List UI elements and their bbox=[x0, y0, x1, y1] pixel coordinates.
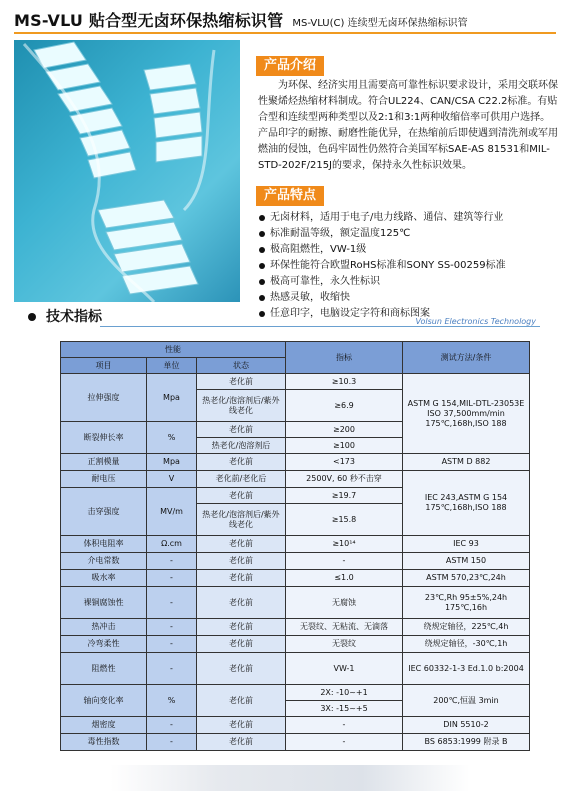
feature-item: 标准耐温等级，额定温度125℃ bbox=[258, 226, 558, 242]
cell-unit: Mpa bbox=[147, 454, 197, 471]
cell-item: 体积电阻率 bbox=[61, 536, 147, 553]
cell-value: ≥15.8 bbox=[286, 504, 403, 536]
cell-state: 老化前 bbox=[197, 553, 286, 570]
cell-value: ≥6.9 bbox=[286, 390, 403, 422]
table-row bbox=[61, 374, 530, 390]
table-row bbox=[61, 587, 530, 619]
cell-test: IEC 60332-1-3 Ed.1.0 b:2004 bbox=[403, 653, 530, 685]
table-header-row bbox=[61, 342, 530, 358]
cell-state: 老化前 bbox=[197, 653, 286, 685]
feature-item: 极高阻燃性，VW-1级 bbox=[258, 242, 558, 258]
cell-item: 烟密度 bbox=[61, 717, 147, 734]
table-row bbox=[61, 570, 530, 587]
spec-title-text: 技术指标 bbox=[46, 309, 102, 325]
cell-item: 轴向变化率 bbox=[61, 685, 147, 717]
spec-table bbox=[60, 341, 530, 751]
feature-item: 极高可靠性，永久性标识 bbox=[258, 274, 558, 290]
cell-value: ≥10.3 bbox=[286, 374, 403, 390]
table-row bbox=[61, 536, 530, 553]
cell-test: 200℃,恒温 3min bbox=[403, 685, 530, 717]
cell-test: ASTM 150 bbox=[403, 553, 530, 570]
cell-item: 正割模量 bbox=[61, 454, 147, 471]
cell-value: <173 bbox=[286, 454, 403, 471]
cell-unit: - bbox=[147, 619, 197, 636]
table-row bbox=[61, 653, 530, 685]
cell-unit: % bbox=[147, 685, 197, 717]
cell-test: 绕规定轴径，-30℃,1h bbox=[403, 636, 530, 653]
feature-item: 环保性能符合欧盟RoHS标准和SONY SS-00259标准 bbox=[258, 258, 558, 274]
cell-value: 2X: -10~+1 bbox=[286, 685, 403, 701]
product-photo bbox=[14, 40, 240, 302]
cell-state: 老化前 bbox=[197, 619, 286, 636]
cell-item: 吸水率 bbox=[61, 570, 147, 587]
cell-item: 冷弯柔性 bbox=[61, 636, 147, 653]
cell-item: 裸铜腐蚀性 bbox=[61, 587, 147, 619]
cell-state: 老化前 bbox=[197, 374, 286, 390]
header-performance: 性能 bbox=[61, 342, 286, 358]
cell-value: ≥100 bbox=[286, 438, 403, 454]
cell-state: 老化前 bbox=[197, 536, 286, 553]
footer-decoration bbox=[110, 765, 470, 791]
cell-test: DIN 5510-2 bbox=[403, 717, 530, 734]
cell-item: 毒性指数 bbox=[61, 734, 147, 751]
header-unit: 单位 bbox=[147, 358, 197, 374]
cell-value: ≥200 bbox=[286, 422, 403, 438]
cell-item: 介电常数 bbox=[61, 553, 147, 570]
spec-section-title bbox=[28, 306, 102, 326]
cell-unit: - bbox=[147, 553, 197, 570]
cell-test: 23℃,Rh 95±5%,24h 175℃,16h bbox=[403, 587, 530, 619]
cell-state: 老化前 bbox=[197, 587, 286, 619]
cell-test: ASTM 570,23℃,24h bbox=[403, 570, 530, 587]
table-row bbox=[61, 636, 530, 653]
cell-unit: - bbox=[147, 717, 197, 734]
cell-unit: Mpa bbox=[147, 374, 197, 422]
table-row bbox=[61, 619, 530, 636]
cell-value: ≤1.0 bbox=[286, 570, 403, 587]
cell-unit: - bbox=[147, 734, 197, 751]
cell-unit: % bbox=[147, 422, 197, 454]
cell-item: 拉伸强度 bbox=[61, 374, 147, 422]
cell-unit: Ω.cm bbox=[147, 536, 197, 553]
header-method: 测试方法/条件 bbox=[403, 342, 530, 374]
cell-state: 热老化/泡溶剂后 bbox=[197, 438, 286, 454]
cell-state: 老化前 bbox=[197, 636, 286, 653]
features-section-title: 产品特点 bbox=[256, 186, 324, 206]
table-row bbox=[61, 471, 530, 488]
cell-state: 老化前 bbox=[197, 717, 286, 734]
marker-sleeve-illustration bbox=[14, 40, 240, 302]
header-index: 指标 bbox=[286, 342, 403, 374]
page-subtitle: MS-VLU(C) 连续型无卤环保热缩标识管 bbox=[292, 18, 468, 29]
cell-value: 无裂纹、无粘流、无滴落 bbox=[286, 619, 403, 636]
feature-item: 热感灵敏，收缩快 bbox=[258, 290, 558, 306]
cell-unit: V bbox=[147, 471, 197, 488]
cell-state: 老化前 bbox=[197, 685, 286, 717]
spec-divider bbox=[100, 326, 540, 327]
cell-value: 2500V, 60 秒不击穿 bbox=[286, 471, 403, 488]
table-row bbox=[61, 717, 530, 734]
company-name: Volsun Electronics Technology bbox=[415, 317, 536, 326]
cell-value: ≥10¹⁴ bbox=[286, 536, 403, 553]
cell-value: VW-1 bbox=[286, 653, 403, 685]
cell-unit: - bbox=[147, 570, 197, 587]
feature-item: 任意印字，电脑设定字符和商标图案 bbox=[258, 306, 558, 322]
cell-item: 耐电压 bbox=[61, 471, 147, 488]
cell-item: 热冲击 bbox=[61, 619, 147, 636]
cell-unit: MV/m bbox=[147, 488, 197, 536]
table-row bbox=[61, 553, 530, 570]
cell-test: ASTM D 882 bbox=[403, 454, 530, 471]
cell-test: IEC 93 bbox=[403, 536, 530, 553]
cell-state: 热老化/泡溶剂后/紫外线老化 bbox=[197, 390, 286, 422]
cell-unit: - bbox=[147, 653, 197, 685]
cell-item: 击穿强度 bbox=[61, 488, 147, 536]
cell-value: - bbox=[286, 717, 403, 734]
cell-state: 老化前 bbox=[197, 734, 286, 751]
cell-test: BS 6853:1999 附录 B bbox=[403, 734, 530, 751]
cell-value: ≥19.7 bbox=[286, 488, 403, 504]
cell-value: 无腐蚀 bbox=[286, 587, 403, 619]
cell-unit: - bbox=[147, 636, 197, 653]
table-row bbox=[61, 685, 530, 701]
cell-test: 绕规定轴径，225℃,4h bbox=[403, 619, 530, 636]
cell-state: 老化前 bbox=[197, 570, 286, 587]
cell-state: 老化前 bbox=[197, 454, 286, 471]
cell-item: 阻燃性 bbox=[61, 653, 147, 685]
header-divider bbox=[14, 32, 556, 34]
intro-text: 为环保、经济实用且需要高可靠性标识要求设计，采用交联环保性聚烯烃热缩材料制成。符合UL224、CAN/CSA C22.2标准。有贴合型和连续型两种类型以及2:1和3:1两种收缩倍率可供用户选择。产品印字的耐擦、耐磨性能优异，在热缩前后即使遇到清洗剂或军用燃油的侵蚀，色码牢固性仍然符合美国军标SAE-AS 81531和MIL-STD-202F/215J的要求，保持永久性标识效果。 bbox=[258, 80, 558, 171]
header-item: 项目 bbox=[61, 358, 147, 374]
cell-value: 3X: -15~+5 bbox=[286, 701, 403, 717]
cell-state: 老化前 bbox=[197, 422, 286, 438]
table-row bbox=[61, 734, 530, 751]
header-state: 状态 bbox=[197, 358, 286, 374]
cell-value: - bbox=[286, 734, 403, 751]
cell-unit: - bbox=[147, 587, 197, 619]
cell-value: 无裂纹 bbox=[286, 636, 403, 653]
cell-state: 老化前/老化后 bbox=[197, 471, 286, 488]
feature-item: 无卤材料，适用于电子/电力线路、通信、建筑等行业 bbox=[258, 210, 558, 226]
cell-state: 老化前 bbox=[197, 488, 286, 504]
cell-test: IEC 243,ASTM G 154 175℃,168h,ISO 188 bbox=[403, 471, 530, 536]
table-row bbox=[61, 454, 530, 471]
features-list bbox=[258, 210, 558, 322]
cell-item: 断裂伸长率 bbox=[61, 422, 147, 454]
page-header bbox=[14, 8, 556, 30]
page-title: MS-VLU 贴合型无卤环保热缩标识管 bbox=[14, 11, 284, 30]
cell-state: 热老化/泡溶剂后/紫外线老化 bbox=[197, 504, 286, 536]
cell-test: ASTM G 154,MIL-DTL-23053E ISO 37,500mm/min 175℃,168h,ISO 188 bbox=[403, 374, 530, 454]
bullet-icon bbox=[28, 313, 36, 321]
cell-value: - bbox=[286, 553, 403, 570]
intro-section-title: 产品介绍 bbox=[256, 56, 324, 76]
